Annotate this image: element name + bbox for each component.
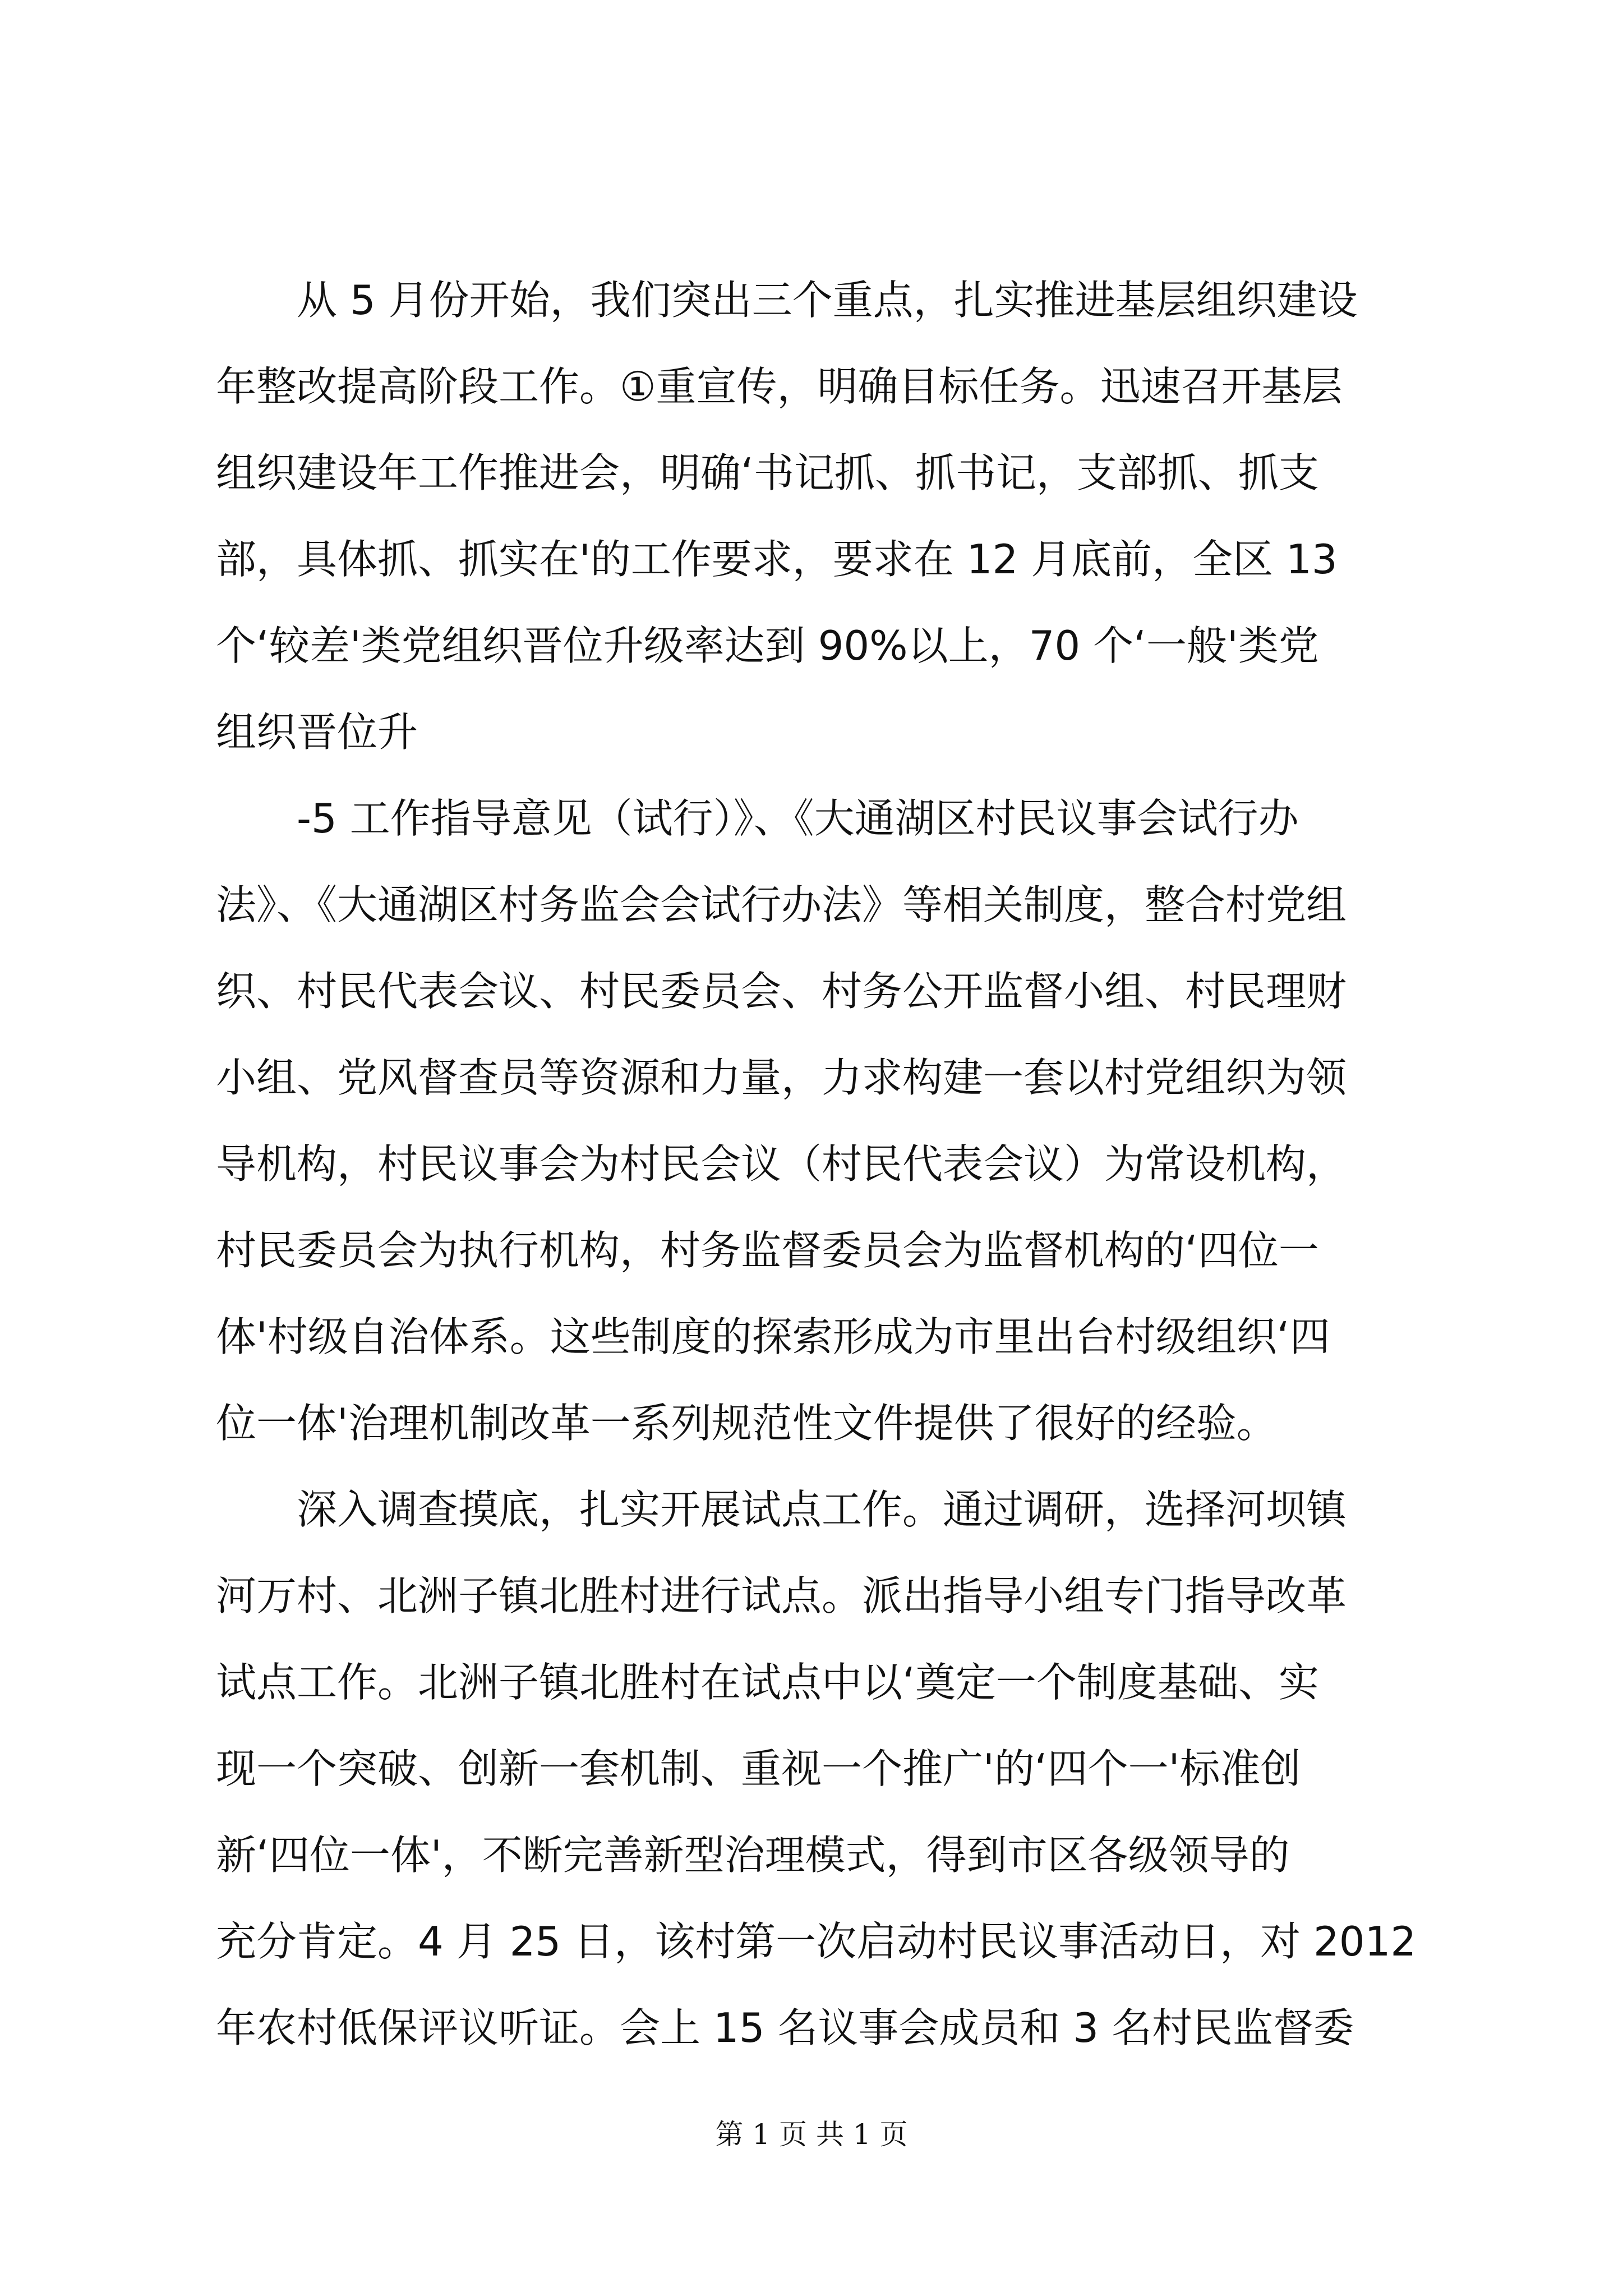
text-line: -5 工作指导意见（试行）》、《大通湖区村民议事会试行办 <box>216 795 1299 842</box>
text-line: 织、村民代表会议、村民委员会、村务公开监督小组、村民理财 <box>216 968 1347 1015</box>
page-footer <box>0 2115 1623 2154</box>
page-number-label: 第 1 页 共 1 页 <box>715 2118 908 2151</box>
text-line: 个‘较差'类党组织晋位升级率达到 90%以上，70 个‘一般'类党 <box>216 622 1319 669</box>
text-line: 法》、《大通湖区村务监会会试行办法》等相关制度，整合村党组 <box>216 881 1347 928</box>
text-line: 新‘四位一体'，不断完善新型治理模式，得到市区各级领导的 <box>216 1832 1290 1879</box>
text-line: 河万村、北洲子镇北胜村进行试点。派出指导小组专门指导改革 <box>216 1572 1347 1619</box>
text-line: 从 5 月份开始，我们突出三个重点，扎实推进基层组织建设 <box>216 277 1358 324</box>
paragraph-3 <box>216 1466 1427 2071</box>
text-line: 试点工作。北洲子镇北胜村在试点中以‘奠定一个制度基础、实 <box>216 1659 1319 1706</box>
text-line: 组织晋位升 <box>216 708 418 756</box>
text-line: 年农村低保评议听证。会上 15 名议事会成员和 3 名村民监督委 <box>216 2004 1354 2051</box>
text-line: 充分肯定。4 月 25 日，该村第一次启动村民议事活动日，对 2012 <box>216 1918 1417 1965</box>
text-line: 现一个突破、创新一套机制、重视一个推广'的‘四个一'标准创 <box>216 1745 1301 1792</box>
text-line: 组织建设年工作推进会，明确‘书记抓、抓书记，支部抓、抓支 <box>216 449 1319 496</box>
text-line: 部，具体抓、抓实在'的工作要求，要求在 12 月底前，全区 13 <box>216 536 1338 583</box>
text-line: 深入调查摸底，扎实开展试点工作。通过调研，选择河坝镇 <box>216 1486 1347 1533</box>
paragraph-2 <box>216 775 1427 1466</box>
text-line: 导机构，村民议事会为村民会议（村民代表会议）为常设机构， <box>216 1140 1347 1188</box>
text-line: 村民委员会为执行机构，村务监督委员会为监督机构的‘四位一 <box>216 1227 1319 1274</box>
text-line: 体'村级自治体系。这些制度的探索形成为市里出台村级组织‘四 <box>216 1313 1330 1360</box>
text-line: 位一体'治理机制改革一系列规范性文件提供了很好的经验。 <box>216 1400 1277 1447</box>
text-line: 小组、党风督查员等资源和力量，力求构建一套以村党组织为领 <box>216 1054 1347 1101</box>
text-line: 年整改提高阶段工作。①重宣传，明确目标任务。迅速召开基层 <box>216 363 1343 410</box>
document-body <box>216 257 1427 2071</box>
paragraph-1 <box>216 257 1427 775</box>
